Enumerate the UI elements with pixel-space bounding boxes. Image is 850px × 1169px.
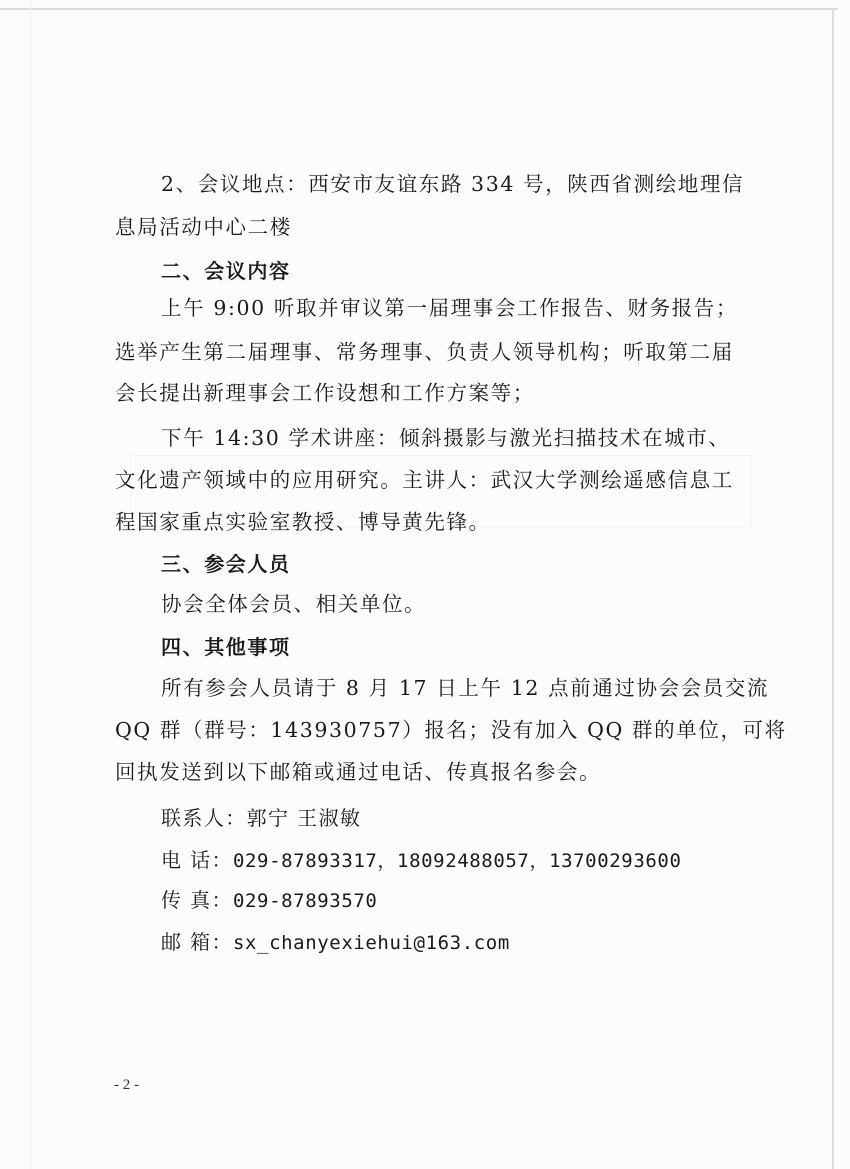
paragraph-line: 协会全体会员、相关单位。 — [161, 592, 427, 616]
contact-fax-label: 传 真： — [161, 888, 233, 912]
contact-email-row — [161, 926, 510, 955]
paragraph-line: 上午 9:00 听取并审议第一届理事会工作报告、财务报告； — [161, 296, 738, 320]
paragraph-line: 选举产生第二届理事、常务理事、负责人领导机构；听取第二届 — [115, 340, 734, 364]
contact-person-value: 郭宁 王淑敏 — [246, 806, 362, 830]
contact-phone-value: 029-87893317，18092488057，13700293600 — [232, 850, 682, 872]
page-edge-right — [832, 8, 834, 1169]
contact-person-row — [161, 802, 361, 831]
page-number: - 2 - — [114, 1077, 139, 1093]
section-heading: 三、参会人员 — [161, 552, 291, 576]
paragraph-line: 所有参会人员请于 8 月 17 日上午 12 点前通过协会会员交流 — [161, 676, 770, 700]
paragraph-line: 2、会议地点：西安市友谊东路 334 号，陕西省测绘地理信 — [161, 172, 745, 196]
section-heading: 四、其他事项 — [161, 635, 291, 659]
paragraph-line: 文化遗产领域中的应用研究。主讲人：武汉大学测绘遥感信息工 — [115, 468, 734, 492]
paragraph-line: 程国家重点实验室教授、博导黄先锋。 — [115, 510, 491, 534]
contact-email-label: 邮 箱： — [161, 930, 233, 954]
paragraph-line: 回执发送到以下邮箱或通过电话、传真报名参会。 — [115, 760, 602, 784]
contact-phone-label: 电 话： — [161, 848, 233, 872]
paragraph-line: 息局活动中心二楼 — [115, 215, 292, 239]
contact-fax-row — [161, 884, 377, 913]
section-heading: 二、会议内容 — [161, 259, 291, 283]
contact-email-value: sx_chanyexiehui@163.com — [232, 932, 510, 954]
contact-person-label: 联系人： — [161, 806, 247, 830]
paragraph-line: 下午 14:30 学术讲座：倾斜摄影与激光扫描技术在城市、 — [161, 426, 731, 450]
contact-phone-row — [161, 844, 682, 873]
paragraph-line: QQ 群（群号：143930757）报名；没有加入 QQ 群的单位，可将 — [115, 718, 787, 742]
page-edge-left — [30, 0, 31, 1169]
paragraph-line: 会长提出新理事会工作设想和工作方案等； — [115, 381, 535, 405]
page-edge-top — [0, 8, 838, 10]
contact-fax-value: 029-87893570 — [232, 890, 378, 912]
